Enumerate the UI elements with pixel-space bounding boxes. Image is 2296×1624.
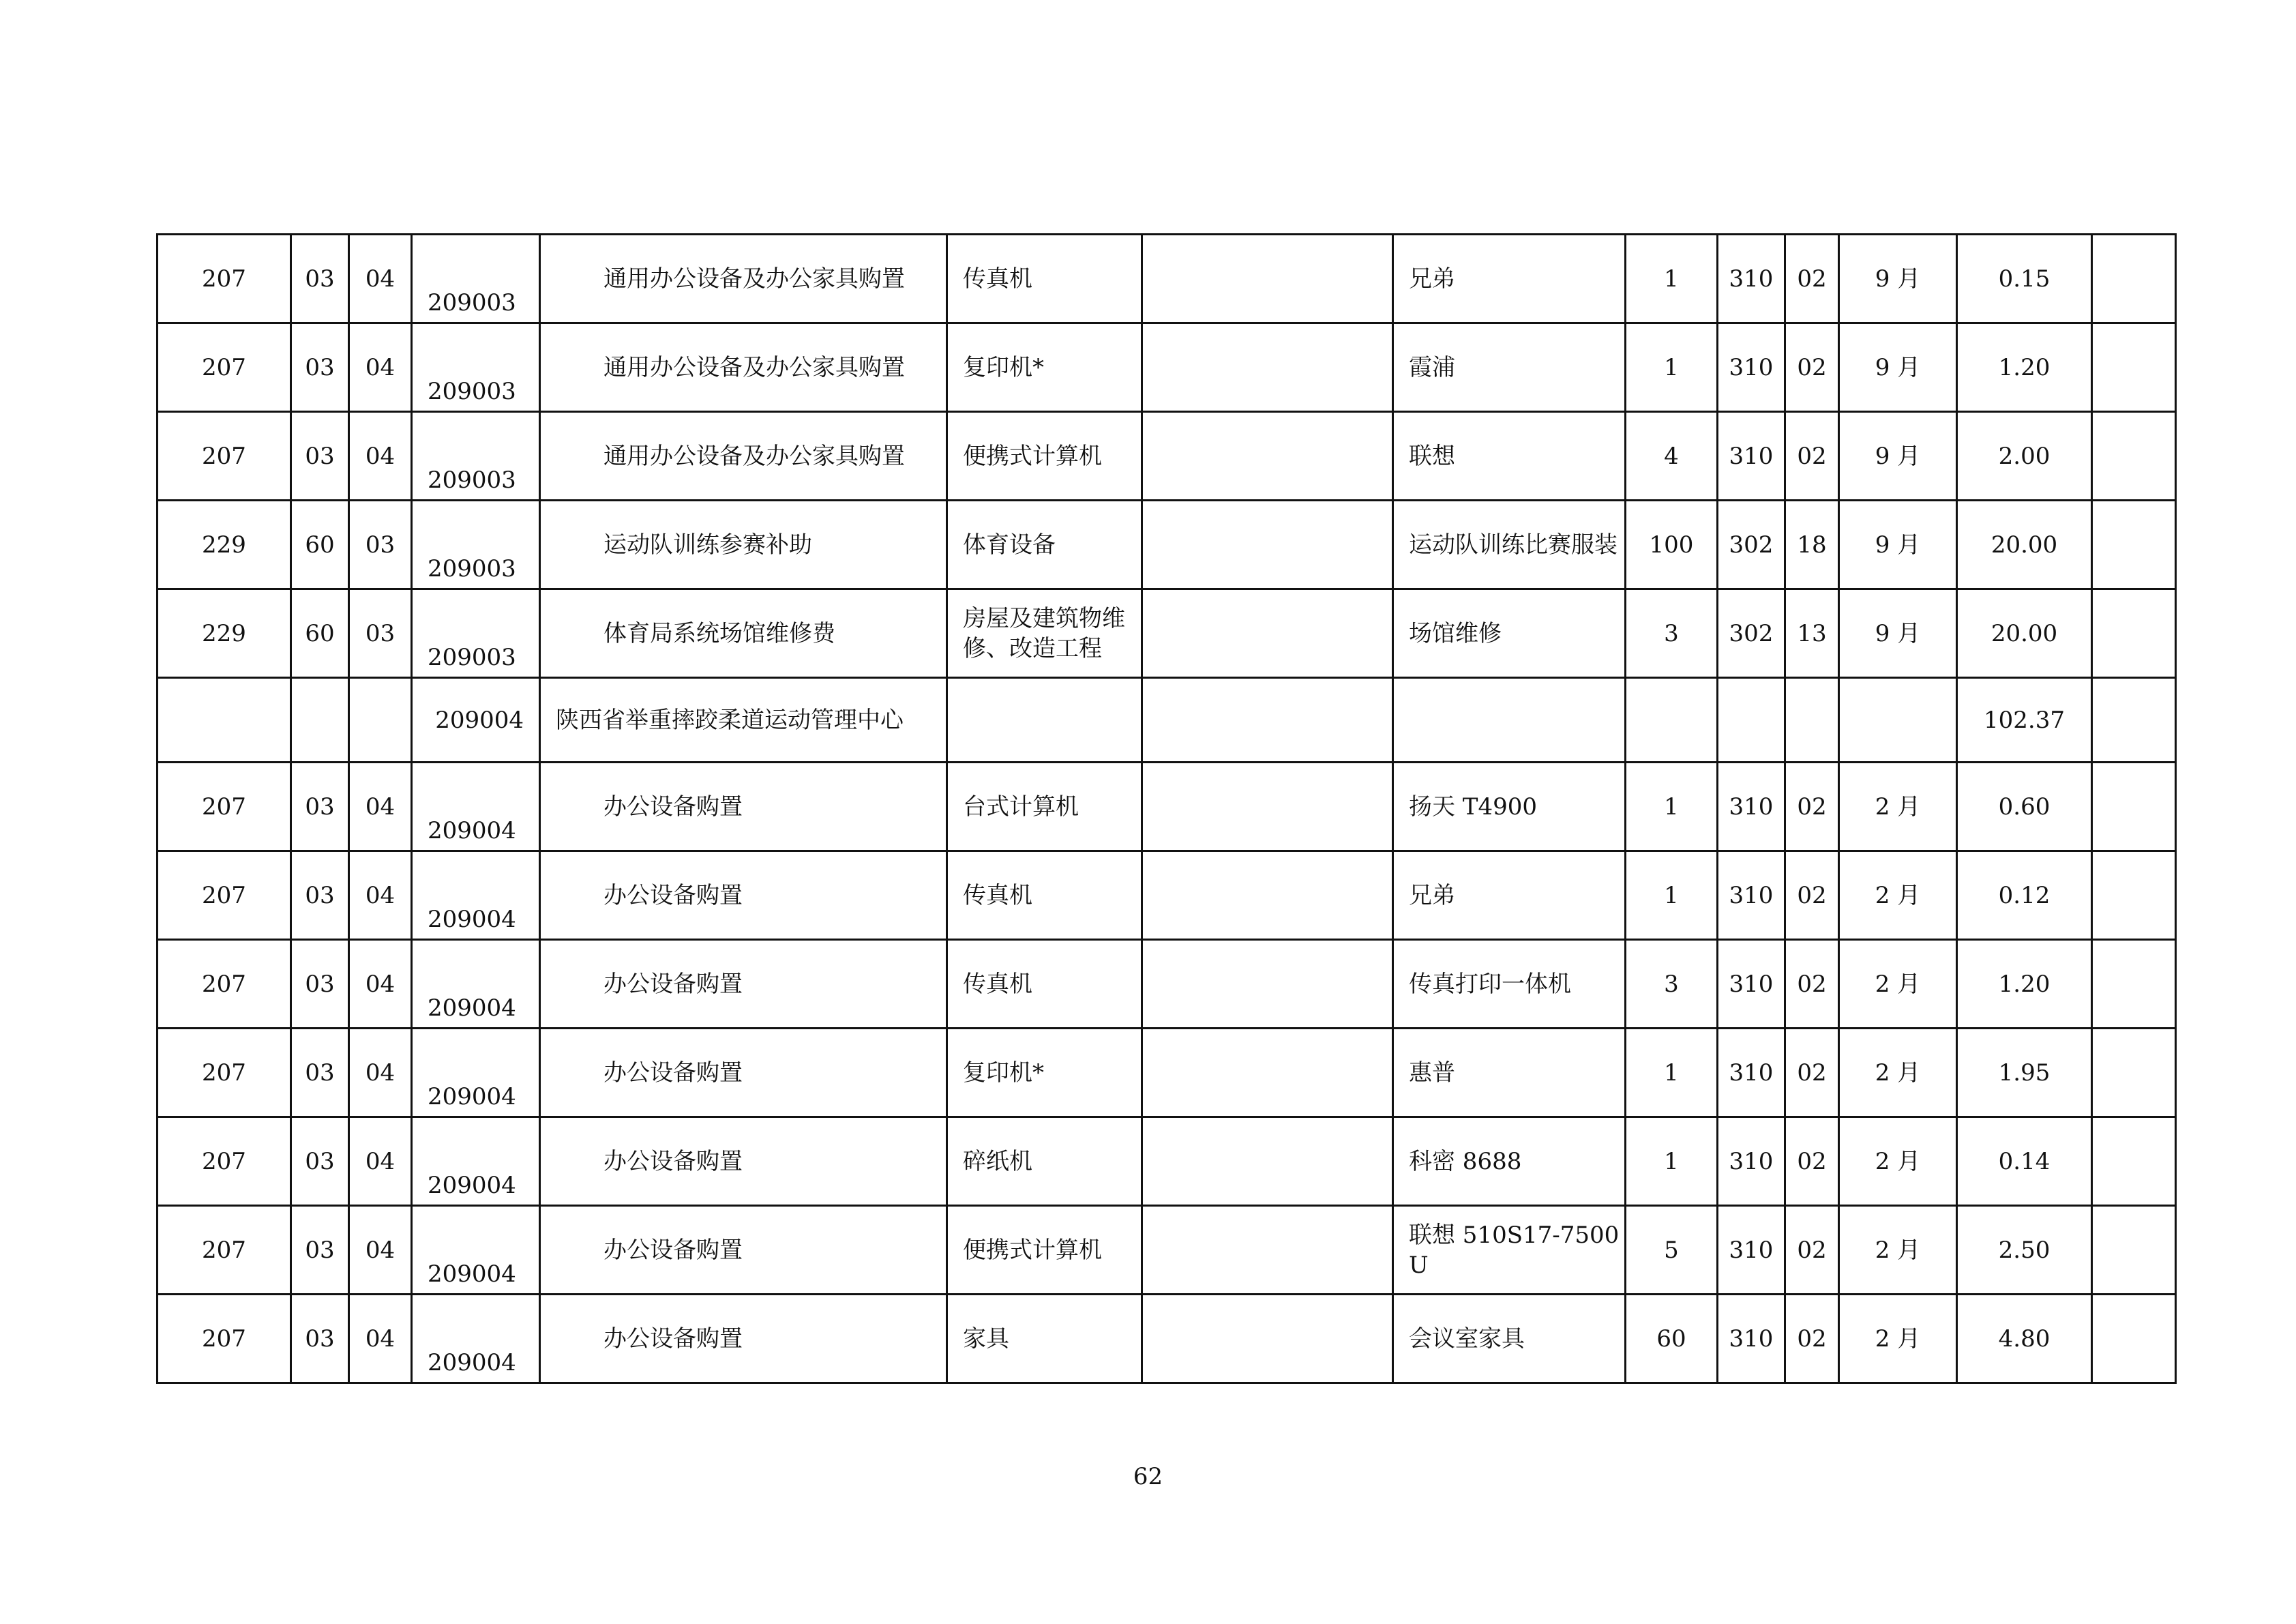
econ-item-cell: 02 — [1785, 1295, 1839, 1383]
project-name-cell: 通用办公设备及办公家具购置 — [540, 323, 947, 412]
description-cell: 会议室家具 — [1393, 1295, 1626, 1383]
item-code-cell: 04 — [349, 1295, 412, 1383]
description-cell — [1393, 678, 1626, 763]
unit-code-cell: 209004 — [412, 1206, 540, 1295]
procurement-table — [156, 233, 2177, 1384]
procurement-item-cell: 碎纸机 — [947, 1117, 1142, 1206]
econ-item-cell: 02 — [1785, 412, 1839, 501]
unit-code-cell: 209003 — [412, 589, 540, 678]
procurement-item-cell: 传真机 — [947, 235, 1142, 323]
quantity-cell: 1 — [1626, 763, 1718, 851]
month-cell: 9 月 — [1839, 501, 1957, 589]
econ-item-cell: 02 — [1785, 323, 1839, 412]
note-cell — [2092, 851, 2176, 940]
spec-cell — [1142, 412, 1393, 501]
econ-class-cell — [1718, 678, 1785, 763]
description-cell: 兄弟 — [1393, 851, 1626, 940]
amount-cell: 2.00 — [1957, 412, 2092, 501]
econ-item-cell: 02 — [1785, 1029, 1839, 1117]
class-code-cell: 207 — [158, 940, 291, 1029]
econ-item-cell: 02 — [1785, 940, 1839, 1029]
project-name-cell: 陕西省举重摔跤柔道运动管理中心 — [540, 678, 947, 763]
item-code-cell: 04 — [349, 412, 412, 501]
amount-cell: 0.14 — [1957, 1117, 2092, 1206]
amount-cell: 20.00 — [1957, 501, 2092, 589]
unit-code-cell: 209004 — [412, 1117, 540, 1206]
amount-cell: 2.50 — [1957, 1206, 2092, 1295]
project-name-cell: 办公设备购置 — [540, 1295, 947, 1383]
procurement-item-cell: 传真机 — [947, 940, 1142, 1029]
class-code-cell: 207 — [158, 323, 291, 412]
econ-class-cell: 310 — [1718, 763, 1785, 851]
note-cell — [2092, 412, 2176, 501]
procurement-item-cell: 房屋及建筑物维修、改造工程 — [947, 589, 1142, 678]
procurement-item-cell: 便携式计算机 — [947, 412, 1142, 501]
description-cell: 传真打印一体机 — [1393, 940, 1626, 1029]
item-code-cell — [349, 678, 412, 763]
quantity-cell — [1626, 678, 1718, 763]
procurement-item-cell — [947, 678, 1142, 763]
econ-item-cell: 02 — [1785, 763, 1839, 851]
note-cell — [2092, 940, 2176, 1029]
spec-cell — [1142, 940, 1393, 1029]
spec-cell — [1142, 1206, 1393, 1295]
table-row — [158, 940, 2176, 1029]
item-code-cell: 04 — [349, 235, 412, 323]
econ-class-cell: 310 — [1718, 323, 1785, 412]
description-cell: 扬天 T4900 — [1393, 763, 1626, 851]
note-cell — [2092, 763, 2176, 851]
section-code-cell: 03 — [291, 1295, 349, 1383]
project-name-cell: 运动队训练参赛补助 — [540, 501, 947, 589]
econ-class-cell: 310 — [1718, 1029, 1785, 1117]
procurement-item-cell: 传真机 — [947, 851, 1142, 940]
item-code-cell: 04 — [349, 851, 412, 940]
class-code-cell: 207 — [158, 1029, 291, 1117]
quantity-cell: 1 — [1626, 1117, 1718, 1206]
econ-item-cell: 18 — [1785, 501, 1839, 589]
unit-code-cell: 209003 — [412, 323, 540, 412]
description-cell: 科密 8688 — [1393, 1117, 1626, 1206]
unit-code-cell: 209004 — [412, 1029, 540, 1117]
amount-cell: 1.95 — [1957, 1029, 2092, 1117]
econ-class-cell: 310 — [1718, 851, 1785, 940]
item-code-cell: 04 — [349, 1029, 412, 1117]
quantity-cell: 1 — [1626, 851, 1718, 940]
class-code-cell — [158, 678, 291, 763]
quantity-cell: 1 — [1626, 323, 1718, 412]
table-row — [158, 1295, 2176, 1383]
note-cell — [2092, 678, 2176, 763]
project-name-cell: 通用办公设备及办公家具购置 — [540, 412, 947, 501]
quantity-cell: 5 — [1626, 1206, 1718, 1295]
quantity-cell: 100 — [1626, 501, 1718, 589]
section-code-cell: 03 — [291, 1206, 349, 1295]
spec-cell — [1142, 1117, 1393, 1206]
note-cell — [2092, 323, 2176, 412]
amount-cell: 1.20 — [1957, 940, 2092, 1029]
month-cell: 2 月 — [1839, 1206, 1957, 1295]
econ-class-cell: 302 — [1718, 501, 1785, 589]
section-code-cell: 03 — [291, 412, 349, 501]
amount-cell: 102.37 — [1957, 678, 2092, 763]
month-cell: 9 月 — [1839, 235, 1957, 323]
unit-code-cell: 209004 — [412, 678, 540, 763]
econ-class-cell: 310 — [1718, 412, 1785, 501]
procurement-item-cell: 便携式计算机 — [947, 1206, 1142, 1295]
quantity-cell: 3 — [1626, 940, 1718, 1029]
unit-code-cell: 209003 — [412, 235, 540, 323]
spec-cell — [1142, 589, 1393, 678]
note-cell — [2092, 589, 2176, 678]
description-cell: 惠普 — [1393, 1029, 1626, 1117]
project-name-cell: 办公设备购置 — [540, 1029, 947, 1117]
project-name-cell: 办公设备购置 — [540, 1117, 947, 1206]
month-cell: 2 月 — [1839, 1117, 1957, 1206]
amount-cell: 4.80 — [1957, 1295, 2092, 1383]
note-cell — [2092, 1117, 2176, 1206]
month-cell — [1839, 678, 1957, 763]
class-code-cell: 229 — [158, 589, 291, 678]
month-cell: 9 月 — [1839, 323, 1957, 412]
econ-class-cell: 302 — [1718, 589, 1785, 678]
table-row — [158, 235, 2176, 323]
item-code-cell: 03 — [349, 589, 412, 678]
section-code-cell: 03 — [291, 1117, 349, 1206]
procurement-item-cell: 复印机* — [947, 323, 1142, 412]
econ-item-cell: 02 — [1785, 1206, 1839, 1295]
item-code-cell: 04 — [349, 323, 412, 412]
month-cell: 2 月 — [1839, 763, 1957, 851]
section-code-cell: 03 — [291, 763, 349, 851]
table-row — [158, 1206, 2176, 1295]
econ-item-cell: 13 — [1785, 589, 1839, 678]
spec-cell — [1142, 678, 1393, 763]
class-code-cell: 207 — [158, 1295, 291, 1383]
note-cell — [2092, 1029, 2176, 1117]
unit-code-cell: 209004 — [412, 1295, 540, 1383]
amount-cell: 1.20 — [1957, 323, 2092, 412]
table-row — [158, 763, 2176, 851]
project-name-cell: 办公设备购置 — [540, 1206, 947, 1295]
section-code-cell: 03 — [291, 851, 349, 940]
item-code-cell: 04 — [349, 1206, 412, 1295]
project-name-cell: 办公设备购置 — [540, 763, 947, 851]
description-cell: 联想 510S17-7500U — [1393, 1206, 1626, 1295]
section-code-cell: 03 — [291, 940, 349, 1029]
econ-item-cell: 02 — [1785, 235, 1839, 323]
table-row — [158, 1117, 2176, 1206]
spec-cell — [1142, 323, 1393, 412]
item-code-cell: 04 — [349, 940, 412, 1029]
project-name-cell: 通用办公设备及办公家具购置 — [540, 235, 947, 323]
econ-class-cell: 310 — [1718, 1117, 1785, 1206]
note-cell — [2092, 235, 2176, 323]
table-row — [158, 851, 2176, 940]
description-cell: 兄弟 — [1393, 235, 1626, 323]
table-row — [158, 412, 2176, 501]
description-cell: 场馆维修 — [1393, 589, 1626, 678]
note-cell — [2092, 1206, 2176, 1295]
econ-item-cell: 02 — [1785, 851, 1839, 940]
quantity-cell: 4 — [1626, 412, 1718, 501]
section-code-cell: 03 — [291, 235, 349, 323]
class-code-cell: 207 — [158, 1117, 291, 1206]
econ-class-cell: 310 — [1718, 1206, 1785, 1295]
procurement-item-cell: 台式计算机 — [947, 763, 1142, 851]
procurement-item-cell: 复印机* — [947, 1029, 1142, 1117]
description-cell: 霞浦 — [1393, 323, 1626, 412]
spec-cell — [1142, 763, 1393, 851]
econ-class-cell: 310 — [1718, 1295, 1785, 1383]
quantity-cell: 3 — [1626, 589, 1718, 678]
project-name-cell: 体育局系统场馆维修费 — [540, 589, 947, 678]
amount-cell: 0.12 — [1957, 851, 2092, 940]
month-cell: 9 月 — [1839, 589, 1957, 678]
section-code-cell: 60 — [291, 501, 349, 589]
procurement-item-cell: 家具 — [947, 1295, 1142, 1383]
class-code-cell: 207 — [158, 1206, 291, 1295]
month-cell: 2 月 — [1839, 1029, 1957, 1117]
quantity-cell: 1 — [1626, 1029, 1718, 1117]
class-code-cell: 229 — [158, 501, 291, 589]
econ-class-cell: 310 — [1718, 235, 1785, 323]
page-number: 62 — [1133, 1463, 1163, 1490]
econ-item-cell — [1785, 678, 1839, 763]
month-cell: 2 月 — [1839, 851, 1957, 940]
month-cell: 2 月 — [1839, 940, 1957, 1029]
item-code-cell: 04 — [349, 1117, 412, 1206]
spec-cell — [1142, 235, 1393, 323]
amount-cell: 20.00 — [1957, 589, 2092, 678]
spec-cell — [1142, 1295, 1393, 1383]
procurement-item-cell: 体育设备 — [947, 501, 1142, 589]
note-cell — [2092, 501, 2176, 589]
section-code-cell — [291, 678, 349, 763]
econ-class-cell: 310 — [1718, 940, 1785, 1029]
unit-code-cell: 209003 — [412, 501, 540, 589]
unit-code-cell: 209004 — [412, 940, 540, 1029]
section-code-cell: 03 — [291, 323, 349, 412]
class-code-cell: 207 — [158, 412, 291, 501]
econ-item-cell: 02 — [1785, 1117, 1839, 1206]
section-code-cell: 03 — [291, 1029, 349, 1117]
item-code-cell: 03 — [349, 501, 412, 589]
description-cell: 联想 — [1393, 412, 1626, 501]
amount-cell: 0.60 — [1957, 763, 2092, 851]
quantity-cell: 60 — [1626, 1295, 1718, 1383]
table-row — [158, 501, 2176, 589]
amount-cell: 0.15 — [1957, 235, 2092, 323]
month-cell: 2 月 — [1839, 1295, 1957, 1383]
unit-code-cell: 209003 — [412, 412, 540, 501]
month-cell: 9 月 — [1839, 412, 1957, 501]
spec-cell — [1142, 851, 1393, 940]
unit-code-cell: 209004 — [412, 851, 540, 940]
section-code-cell: 60 — [291, 589, 349, 678]
spec-cell — [1142, 1029, 1393, 1117]
table-row — [158, 1029, 2176, 1117]
class-code-cell: 207 — [158, 763, 291, 851]
note-cell — [2092, 1295, 2176, 1383]
project-name-cell: 办公设备购置 — [540, 851, 947, 940]
unit-code-cell: 209004 — [412, 763, 540, 851]
table-row — [158, 589, 2176, 678]
project-name-cell: 办公设备购置 — [540, 940, 947, 1029]
table-row — [158, 323, 2176, 412]
item-code-cell: 04 — [349, 763, 412, 851]
description-cell: 运动队训练比赛服装 — [1393, 501, 1626, 589]
table-body — [158, 235, 2176, 1383]
spec-cell — [1142, 501, 1393, 589]
class-code-cell: 207 — [158, 851, 291, 940]
table-group-header-row — [158, 678, 2176, 763]
quantity-cell: 1 — [1626, 235, 1718, 323]
class-code-cell: 207 — [158, 235, 291, 323]
